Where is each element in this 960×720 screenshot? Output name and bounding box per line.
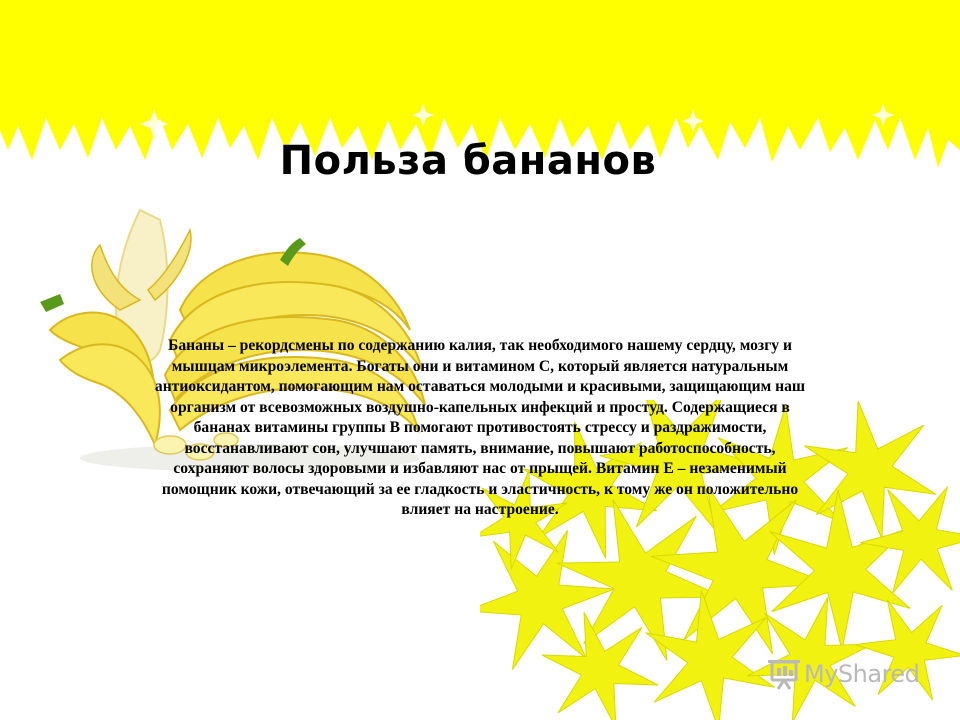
- watermark-text: MyShared: [804, 660, 920, 688]
- slide-body-text: Бананы – рекордсмены по содержанию калия, так необходимого нашему сердцу, мозгу и мышцам микроэлемента. Богаты они и витамином С, который является натуральным антиоксидантом, помогающим нам оставаться молодыми и красивыми, защищающим наш организм от всевозможных воздушно-капельных инфекций и простуд. Содержащиеся в бананах витамины группы В помогают противостоять стрессу и раздражимости, восстанавливают сон, улучшают память, внимание, повышают работоспособность, сохраняют волосы здоровыми и избавляют нас от прыщей. Витамин Е – незаменимый помощник кожи, отвечающий за ее гладкость и эластичность, к тому же он положительно влияет на настроение.: [154, 337, 806, 518]
- watermark-logo: [768, 656, 919, 692]
- presentation-board-icon: [768, 658, 802, 690]
- slide-title: Польза бананов: [279, 138, 657, 184]
